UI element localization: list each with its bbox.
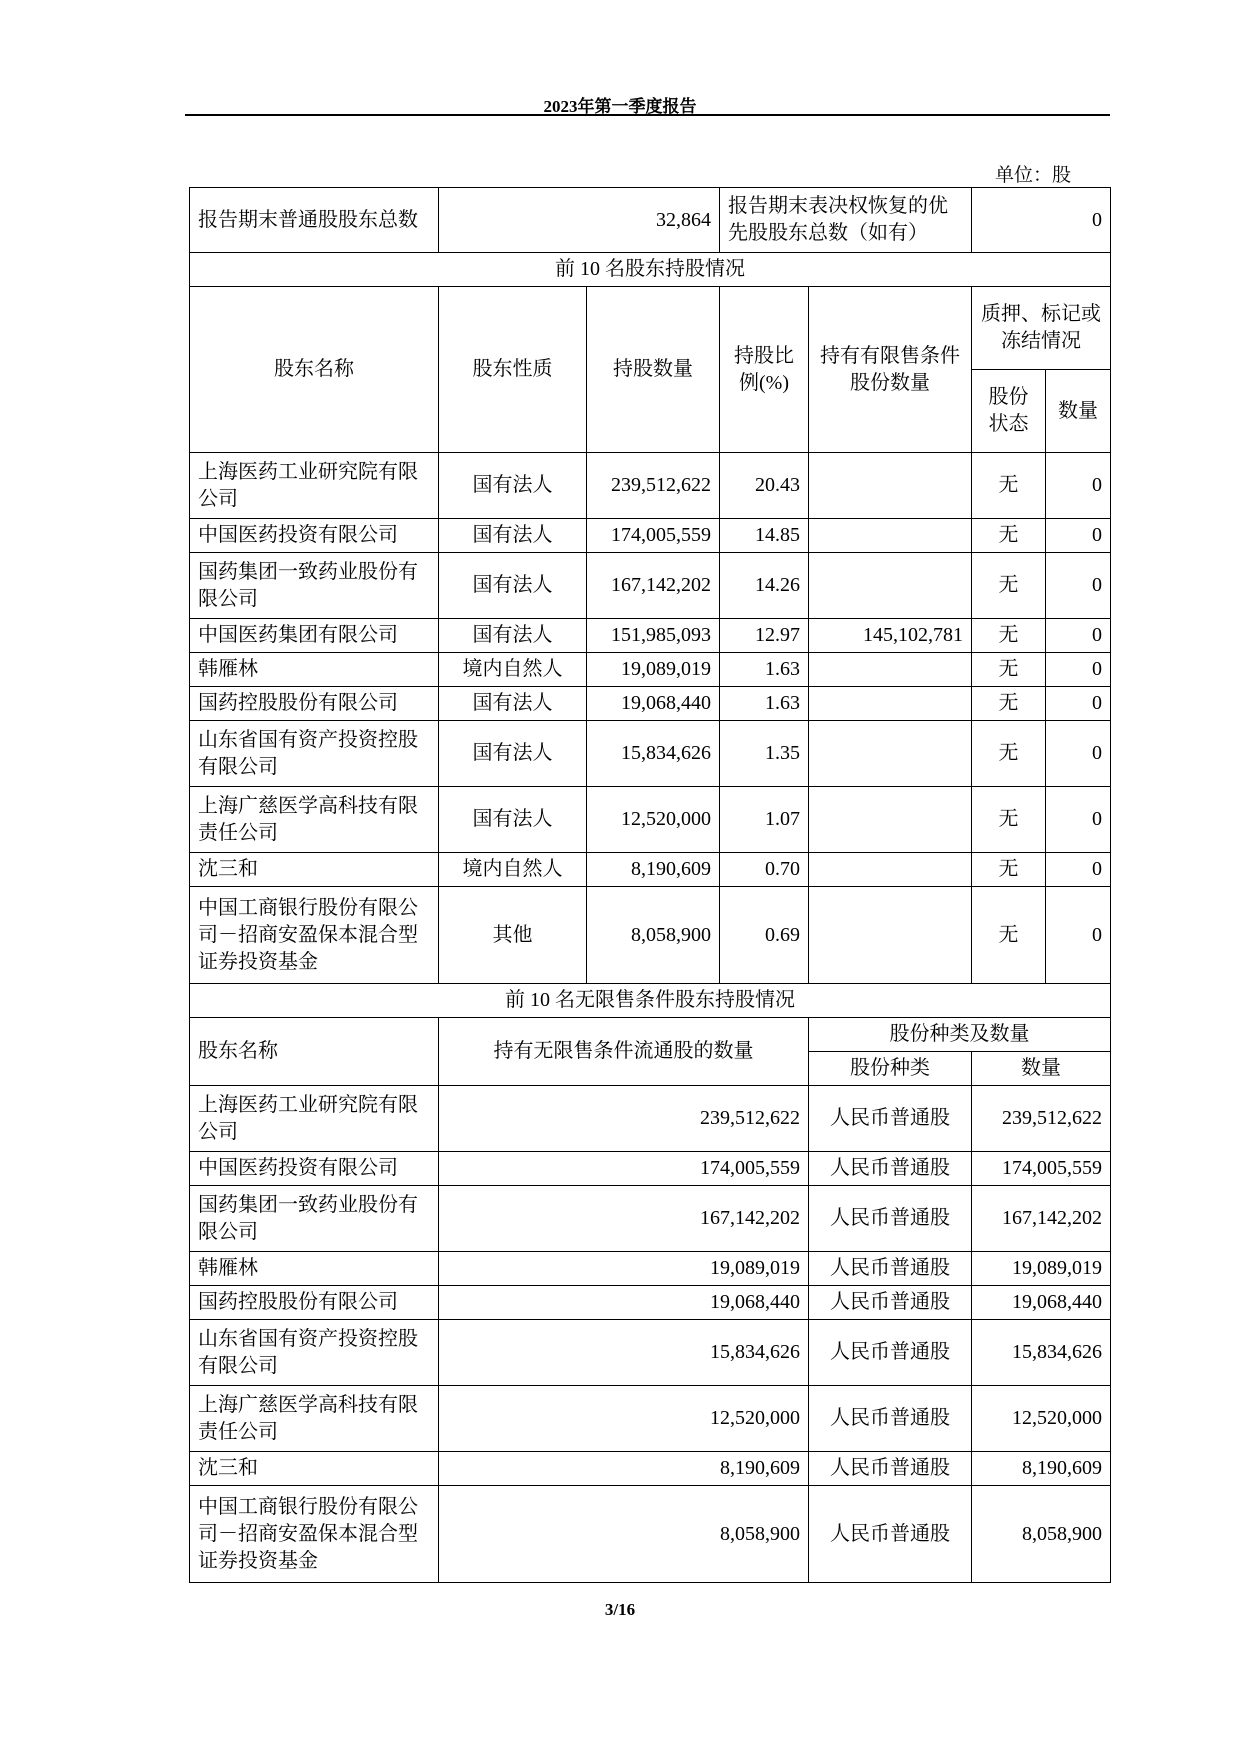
- holder-restricted-shares: [809, 453, 972, 519]
- unres-holder-name: 中国工商银行股份有限公司－招商安盈保本混合型证券投资基金: [190, 1486, 439, 1583]
- top10-row: [190, 519, 1111, 553]
- holder-restricted-shares: [809, 653, 972, 687]
- holder-pledge-status: 无: [972, 687, 1046, 721]
- unrestricted-header: [190, 984, 1111, 1086]
- holder-shares: 151,985,093: [587, 619, 720, 653]
- header-pledge: 质押、标记或冻结情况: [972, 287, 1111, 370]
- holder-shares: 167,142,202: [587, 553, 720, 619]
- holder-shares: 174,005,559: [587, 519, 720, 553]
- holder-pledge-qty: 0: [1046, 553, 1111, 619]
- unrestricted-row: [190, 1286, 1111, 1320]
- unres-holder-name: 上海医药工业研究院有限公司: [190, 1086, 439, 1152]
- unres-circulating-shares: 174,005,559: [439, 1152, 809, 1186]
- holder-pledge-qty: 0: [1046, 619, 1111, 653]
- unres-share-qty: 174,005,559: [972, 1152, 1111, 1186]
- unres-share-kind: 人民币普通股: [809, 1086, 972, 1152]
- holder-pledge-qty: 0: [1046, 453, 1111, 519]
- holder-name: 上海广慈医学高科技有限责任公司: [190, 787, 439, 853]
- unres-circulating-shares: 167,142,202: [439, 1186, 809, 1252]
- holder-pledge-status: 无: [972, 619, 1046, 653]
- unres-header-qty: 数量: [972, 1052, 1111, 1086]
- holder-ratio: 20.43: [720, 453, 809, 519]
- holder-shares: 12,520,000: [587, 787, 720, 853]
- holder-shares: 8,058,900: [587, 887, 720, 984]
- top10-rows: [190, 453, 1111, 984]
- common-holders-value: 32,864: [439, 188, 720, 253]
- unres-share-kind: 人民币普通股: [809, 1452, 972, 1486]
- unrestricted-row: [190, 1152, 1111, 1186]
- unres-circulating-shares: 8,190,609: [439, 1452, 809, 1486]
- header-restricted: 持有有限售条件股份数量: [809, 287, 972, 453]
- top10-row: [190, 453, 1111, 519]
- unres-share-kind: 人民币普通股: [809, 1252, 972, 1286]
- holder-shares: 8,190,609: [587, 853, 720, 887]
- holder-ratio: 0.69: [720, 887, 809, 984]
- header-rule: [185, 114, 1110, 116]
- top10-row: [190, 687, 1111, 721]
- holder-pledge-qty: 0: [1046, 721, 1111, 787]
- unres-holder-name: 中国医药投资有限公司: [190, 1152, 439, 1186]
- unres-share-kind: 人民币普通股: [809, 1486, 972, 1583]
- unres-share-qty: 167,142,202: [972, 1186, 1111, 1252]
- unres-share-qty: 8,058,900: [972, 1486, 1111, 1583]
- top10-section-title: 前 10 名股东持股情况: [190, 253, 1111, 287]
- unres-holder-name: 国药控股股份有限公司: [190, 1286, 439, 1320]
- header-nature: 股东性质: [439, 287, 587, 453]
- unres-share-qty: 19,089,019: [972, 1252, 1111, 1286]
- header-pledge-status: 股份状态: [972, 370, 1046, 453]
- header-name: 股东名称: [190, 287, 439, 453]
- unres-circulating-shares: 239,512,622: [439, 1086, 809, 1152]
- holder-pledge-status: 无: [972, 887, 1046, 984]
- holder-name: 上海医药工业研究院有限公司: [190, 453, 439, 519]
- holder-restricted-shares: [809, 787, 972, 853]
- holder-name: 中国工商银行股份有限公司－招商安盈保本混合型证券投资基金: [190, 887, 439, 984]
- shareholder-table-body: [190, 188, 1111, 453]
- holder-nature: 国有法人: [439, 553, 587, 619]
- holder-nature: 境内自然人: [439, 653, 587, 687]
- holder-pledge-status: 无: [972, 787, 1046, 853]
- preferred-holders-label: 报告期末表决权恢复的优先股股东总数（如有）: [720, 188, 972, 253]
- header-ratio: 持股比例(%): [720, 287, 809, 453]
- holder-nature: 国有法人: [439, 721, 587, 787]
- top10-row: [190, 653, 1111, 687]
- holder-name: 国药集团一致药业股份有限公司: [190, 553, 439, 619]
- unres-circulating-shares: 19,068,440: [439, 1286, 809, 1320]
- holder-name: 沈三和: [190, 853, 439, 887]
- unres-holder-name: 上海广慈医学高科技有限责任公司: [190, 1386, 439, 1452]
- unrestricted-rows: [190, 1086, 1111, 1583]
- unres-header-circulating: 持有无限售条件流通股的数量: [439, 1018, 809, 1086]
- unres-holder-name: 韩雁林: [190, 1252, 439, 1286]
- holder-pledge-status: 无: [972, 653, 1046, 687]
- unres-circulating-shares: 8,058,900: [439, 1486, 809, 1583]
- unres-holder-name: 国药集团一致药业股份有限公司: [190, 1186, 439, 1252]
- holder-restricted-shares: [809, 687, 972, 721]
- unrestricted-title-row: [190, 984, 1111, 1018]
- unres-share-qty: 12,520,000: [972, 1386, 1111, 1452]
- top10-row: [190, 787, 1111, 853]
- unrestricted-row: [190, 1386, 1111, 1452]
- holder-ratio: 1.35: [720, 721, 809, 787]
- holder-restricted-shares: [809, 519, 972, 553]
- holder-restricted-shares: [809, 887, 972, 984]
- unit-label: 单位：股: [995, 165, 1072, 186]
- unres-share-kind: 人民币普通股: [809, 1386, 972, 1452]
- holder-shares: 19,089,019: [587, 653, 720, 687]
- shareholder-table: [189, 187, 1111, 1583]
- unres-share-kind: 人民币普通股: [809, 1286, 972, 1320]
- unrestricted-row: [190, 1086, 1111, 1152]
- holder-nature: 国有法人: [439, 687, 587, 721]
- holder-ratio: 14.85: [720, 519, 809, 553]
- holder-nature: 其他: [439, 887, 587, 984]
- unres-header-kind: 股份种类: [809, 1052, 972, 1086]
- holder-pledge-status: 无: [972, 721, 1046, 787]
- holder-ratio: 1.63: [720, 687, 809, 721]
- holder-pledge-qty: 0: [1046, 653, 1111, 687]
- unres-holder-name: 沈三和: [190, 1452, 439, 1486]
- summary-row: [190, 188, 1111, 253]
- holder-restricted-shares: [809, 553, 972, 619]
- holder-name: 山东省国有资产投资控股有限公司: [190, 721, 439, 787]
- holder-ratio: 1.07: [720, 787, 809, 853]
- holder-name: 韩雁林: [190, 653, 439, 687]
- holder-pledge-status: 无: [972, 853, 1046, 887]
- unres-share-qty: 19,068,440: [972, 1286, 1111, 1320]
- holder-pledge-qty: 0: [1046, 853, 1111, 887]
- unres-share-kind: 人民币普通股: [809, 1152, 972, 1186]
- unrestricted-row: [190, 1252, 1111, 1286]
- holder-shares: 15,834,626: [587, 721, 720, 787]
- holder-shares: 239,512,622: [587, 453, 720, 519]
- unres-circulating-shares: 12,520,000: [439, 1386, 809, 1452]
- holder-nature: 国有法人: [439, 453, 587, 519]
- preferred-holders-value: 0: [972, 188, 1111, 253]
- unres-share-kind: 人民币普通股: [809, 1186, 972, 1252]
- holder-pledge-status: 无: [972, 553, 1046, 619]
- holder-pledge-qty: 0: [1046, 887, 1111, 984]
- holder-name: 中国医药投资有限公司: [190, 519, 439, 553]
- holder-restricted-shares: [809, 853, 972, 887]
- holder-restricted-shares: 145,102,781: [809, 619, 972, 653]
- holder-pledge-status: 无: [972, 519, 1046, 553]
- top10-title-row: [190, 253, 1111, 287]
- holder-pledge-qty: 0: [1046, 687, 1111, 721]
- holder-ratio: 12.97: [720, 619, 809, 653]
- unrestricted-row: [190, 1452, 1111, 1486]
- top10-row: [190, 619, 1111, 653]
- unrestricted-row: [190, 1186, 1111, 1252]
- top10-row: [190, 553, 1111, 619]
- holder-pledge-qty: 0: [1046, 519, 1111, 553]
- holder-ratio: 14.26: [720, 553, 809, 619]
- unres-holder-name: 山东省国有资产投资控股有限公司: [190, 1320, 439, 1386]
- top10-row: [190, 721, 1111, 787]
- top10-row: [190, 853, 1111, 887]
- holder-pledge-status: 无: [972, 453, 1046, 519]
- unres-circulating-shares: 19,089,019: [439, 1252, 809, 1286]
- holder-nature: 国有法人: [439, 787, 587, 853]
- holder-ratio: 1.63: [720, 653, 809, 687]
- holder-restricted-shares: [809, 721, 972, 787]
- unres-share-qty: 239,512,622: [972, 1086, 1111, 1152]
- holder-nature: 国有法人: [439, 519, 587, 553]
- unrestricted-header-row: [190, 1018, 1111, 1052]
- unres-share-qty: 15,834,626: [972, 1320, 1111, 1386]
- page-header: 2023年第一季度报告: [543, 97, 697, 116]
- holder-name: 国药控股股份有限公司: [190, 687, 439, 721]
- top10-row: [190, 887, 1111, 984]
- top10-header-row: [190, 287, 1111, 370]
- header-shares: 持股数量: [587, 287, 720, 453]
- unrestricted-row: [190, 1320, 1111, 1386]
- holder-shares: 19,068,440: [587, 687, 720, 721]
- unres-header-kind-qty: 股份种类及数量: [809, 1018, 1111, 1052]
- holder-name: 中国医药集团有限公司: [190, 619, 439, 653]
- holder-nature: 国有法人: [439, 619, 587, 653]
- unres-share-qty: 8,190,609: [972, 1452, 1111, 1486]
- header-pledge-qty: 数量: [1046, 370, 1111, 453]
- unres-share-kind: 人民币普通股: [809, 1320, 972, 1386]
- holder-nature: 境内自然人: [439, 853, 587, 887]
- unrestricted-section-title: 前 10 名无限售条件股东持股情况: [190, 984, 1111, 1018]
- page-number: 3/16: [604, 1600, 636, 1619]
- holder-pledge-qty: 0: [1046, 787, 1111, 853]
- unres-header-name: 股东名称: [190, 1018, 439, 1086]
- common-holders-label: 报告期末普通股股东总数: [190, 188, 439, 253]
- holder-ratio: 0.70: [720, 853, 809, 887]
- unres-circulating-shares: 15,834,626: [439, 1320, 809, 1386]
- unrestricted-row: [190, 1486, 1111, 1583]
